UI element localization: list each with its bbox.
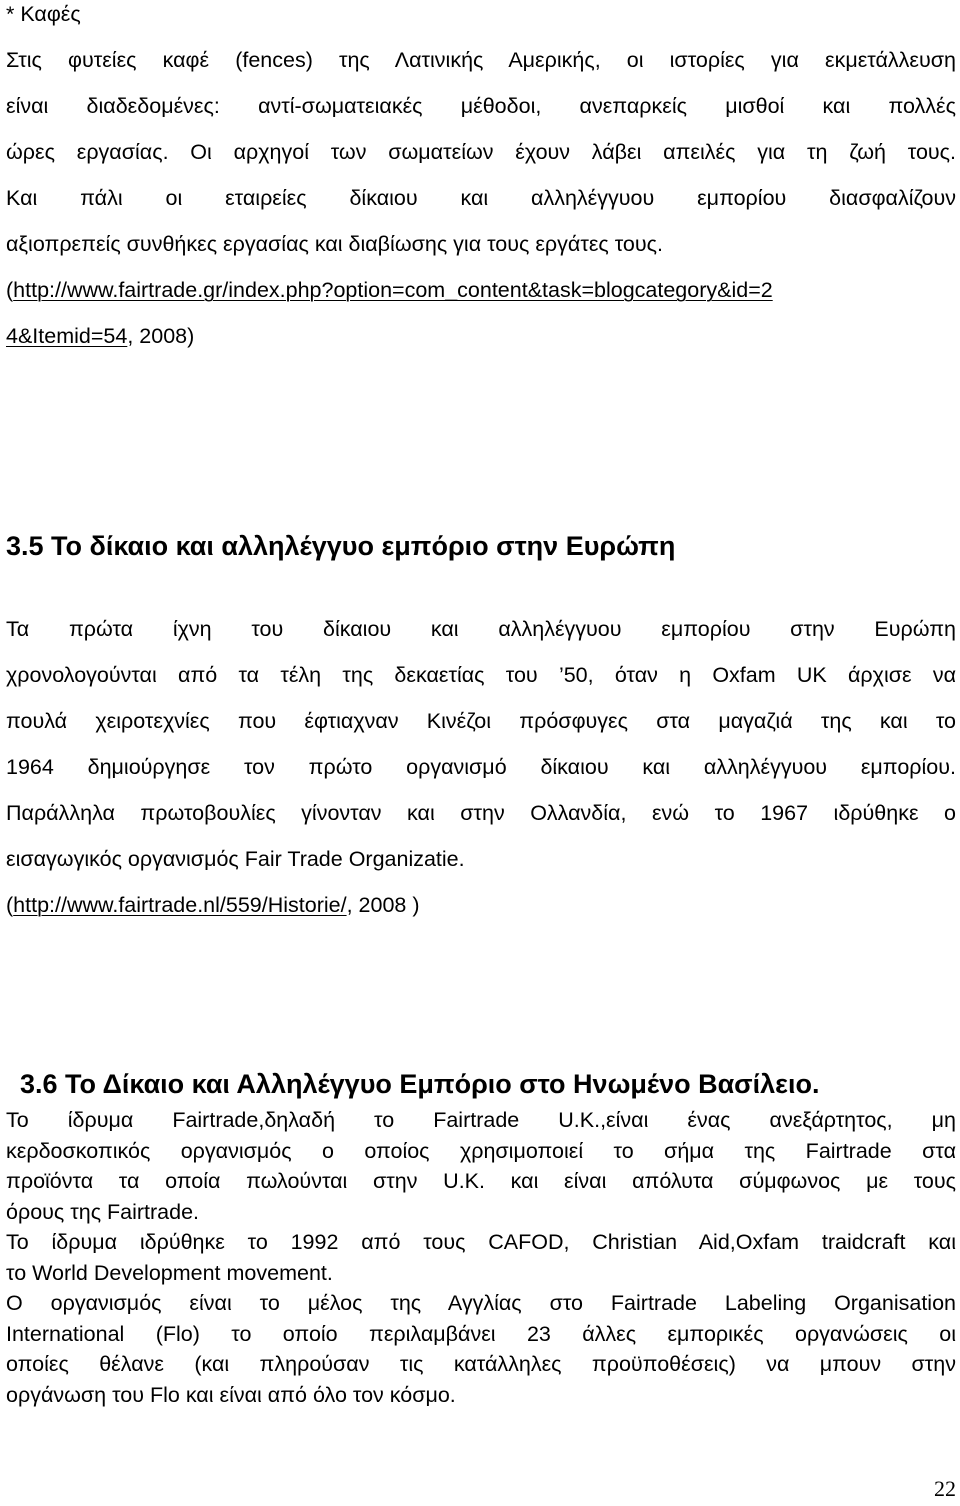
paragraph-line: αξιοπρεπείς συνθήκες εργασίας και διαβίωσης για τους εργάτες τους. [6, 232, 663, 256]
citation-suffix: , 2008 ) [346, 893, 420, 917]
paragraph-line: κερδοσκοπικός οργανισμός ο οποίος χρησιμοποιεί το σήμα της Fairtrade στα [6, 1138, 956, 1163]
paragraph-line: το World Development movement. [6, 1260, 333, 1285]
paragraph-line: ώρες εργασίας. Οι αρχηγοί των σωματείων έχουν λάβει απειλές για τη ζωή τους. [6, 140, 956, 164]
paragraph-line: Στις φυτείες καφέ (fences) της Λατινικής Αμερικής, οι ιστορίες για εκμετάλλευση [6, 48, 956, 72]
paragraph-line: όρους της Fairtrade. [6, 1199, 200, 1224]
paragraph-line: International (Flo) το οποίο περιλαμβάνει 23 άλλες εμπορικές οργανώσεις οι [6, 1321, 956, 1346]
paragraph-line: Παράλληλα πρωτοβουλίες γίνονταν και στην Ολλανδία, ενώ το 1967 ιδρύθηκε ο [6, 801, 956, 825]
paragraph-line: 1964 δημιούργησε τον πρώτο οργανισμό δίκαιου και αλληλέγγυου εμπορίου. [6, 755, 956, 779]
paragraph-line: Το ίδρυμα ιδρύθηκε το 1992 από τους CAFOD, Christian Aid,Oxfam traidcraft και [6, 1230, 956, 1254]
paragraph-line: Το ίδρυμα Fairtrade,δηλαδή το Fairtrade U.K.,είναι ένας ανεξάρτητος, μη [6, 1108, 956, 1132]
section-3-5-heading: 3.5 Το δίκαιο και αλληλέγγυο εμπόριο στην Ευρώπη [6, 531, 676, 561]
citation-open-paren: ( [6, 893, 14, 917]
page-number: 22 [934, 1476, 956, 1501]
coffee-section [6, 0, 956, 359]
paragraph-line: χρονολογούνται από τα τέλη της δεκαετίας του ’50, όταν η Oxfam UK άρχισε να [6, 663, 956, 687]
paragraph-line: Και πάλι οι εταιρείες δίκαιου και αλληλέγγυου εμπορίου διασφαλίζουν [6, 186, 956, 210]
paragraph-line: οργάνωση του Flo και είναι από όλο τον κόσμο. [6, 1382, 456, 1407]
paragraph-line: Τα πρώτα ίχνη του δίκαιου και αλληλέγγυου εμπορίου στην Ευρώπη [6, 617, 956, 641]
paragraph-line: Ο οργανισμός είναι το μέλος της Αγγλίας στο Fairtrade Labeling Organisation [6, 1291, 956, 1315]
paragraph-line: πουλά χειροτεχνίες που έφτιαχναν Κινέζοι πρόσφυγες στα μαγαζιά της και το [6, 709, 956, 733]
citation-line [6, 882, 956, 928]
section-3-5-body [6, 606, 956, 928]
citation-suffix: , 2008) [127, 324, 195, 348]
section-3-6-heading: 3.6 Το Δίκαιο και Αλληλέγγυο Εμπόριο στο Ηνωμένο Βασίλειο. [20, 1069, 820, 1099]
fairtrade-nl-link[interactable]: http://www.fairtrade.nl/559/Historie/ [13, 893, 347, 917]
citation-open-paren: ( [6, 278, 14, 302]
paragraph-line: είναι διαδεδομένες: αντί-σωματειακές μέθοδοι, ανεπαρκείς μισθοί και πολλές [6, 94, 956, 118]
section-3-6-body [6, 1105, 956, 1410]
fairtrade-gr-link[interactable]: http://www.fairtrade.gr/index.php?option=com_content&task=blogcategory&id=2 [13, 278, 773, 302]
citation-line [6, 313, 956, 359]
paragraph-line: εισαγωγικός οργανισμός Fair Trade Organizatie. [6, 847, 465, 871]
paragraph-line: προϊόντα τα οποία πωλούνται στην U.K. και είναι απόλυτα σύμφωνος με τους [6, 1169, 956, 1193]
paragraph-line: οποίες θέλανε (και πληρούσαν τις κατάλληλες προϋποθέσεις) να μπουν στην [6, 1352, 956, 1376]
citation-line [6, 267, 956, 313]
fairtrade-gr-link-continued[interactable]: 4&Itemid=54 [6, 324, 128, 348]
coffee-heading: * Καφές [6, 2, 81, 26]
